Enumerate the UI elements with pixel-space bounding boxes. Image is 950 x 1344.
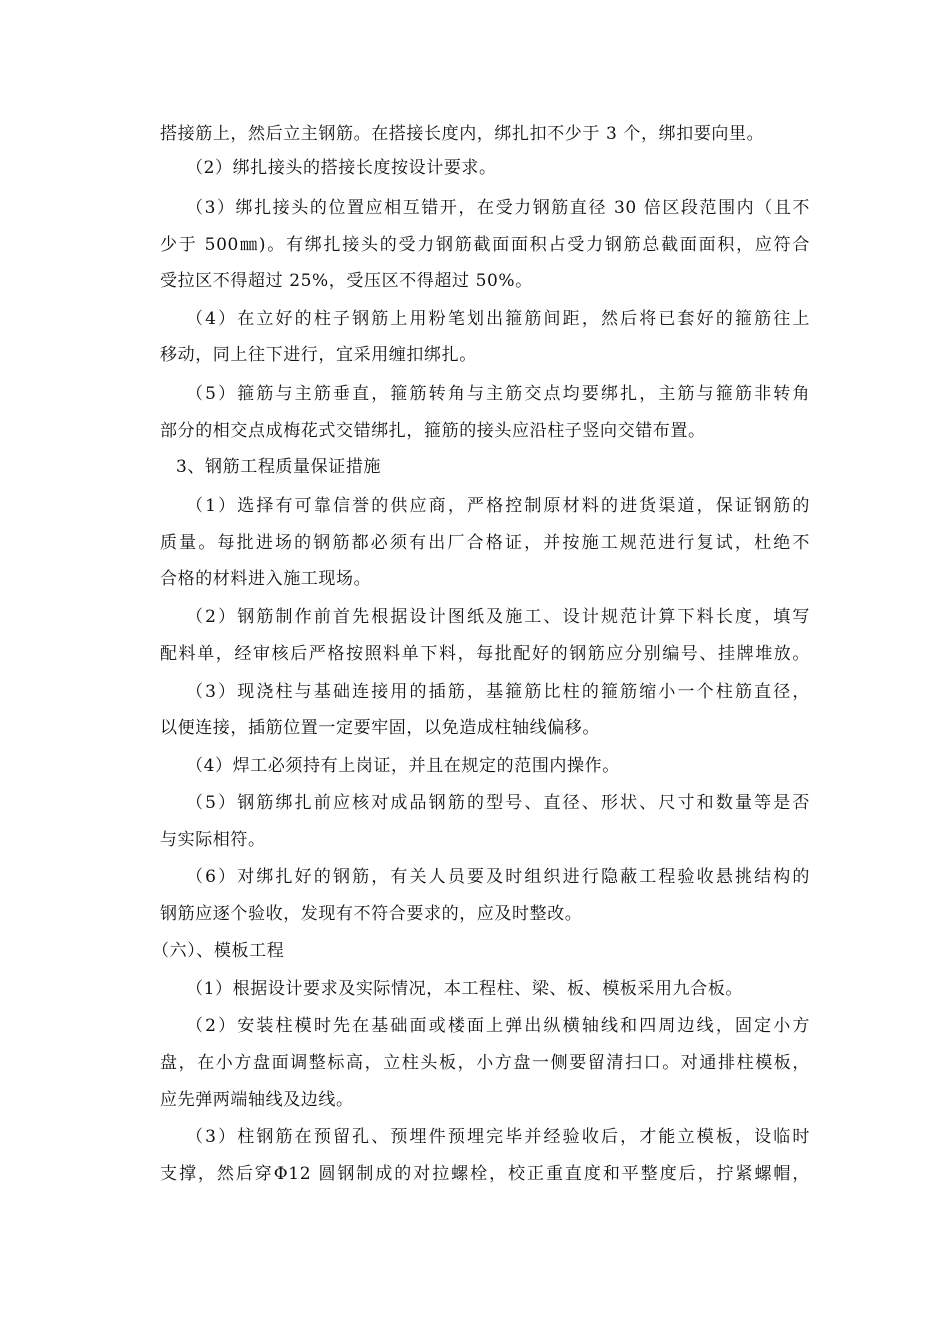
text-line: （2）绑扎接头的搭接长度按设计要求。 bbox=[186, 158, 497, 178]
text-line: 钢筋应逐个验收，发现有不符合要求的，应及时整改。 bbox=[160, 904, 583, 924]
text-line: 配料单，经审核后严格按照料单下料，每批配好的钢筋应分别编号、挂牌堆放。 bbox=[160, 644, 810, 664]
text-line: （4）焊工必须持有上岗证，并且在规定的范围内操作。 bbox=[186, 756, 620, 776]
text-line: （4）在立好的柱子钢筋上用粉笔划出箍筋间距，然后将已套好的箍筋往上 bbox=[186, 309, 810, 329]
text-line: 应先弹两端轴线及边线。 bbox=[160, 1090, 354, 1110]
text-line: 受拉区不得超过 25%，受压区不得超过 50%。 bbox=[160, 271, 533, 291]
text-line: 移动，同上往下进行，宜采用缠扣绑扎。 bbox=[160, 345, 477, 365]
text-line: 盘，在小方盘面调整标高，立柱头板，小方盘一侧要留清扫口。对通排柱模板， bbox=[160, 1053, 810, 1073]
text-line: （5）钢筋绑扎前应核对成品钢筋的型号、直径、形状、尺寸和数量等是否 bbox=[186, 793, 810, 813]
text-line: 支撑，然后穿Φ12 圆钢制成的对拉螺栓，校正重直度和平整度后，拧紧螺帽， bbox=[160, 1164, 810, 1184]
section-heading: （六）、模板工程 bbox=[152, 941, 285, 961]
text-line: 与实际相符。 bbox=[160, 830, 266, 850]
text-line: 合格的材料进入施工现场。 bbox=[160, 569, 372, 589]
text-line: 部分的相交点成梅花式交错绑扎，箍筋的接头应沿柱子竖向交错布置。 bbox=[160, 421, 706, 441]
text-line: （1）选择有可靠信誉的供应商，严格控制原材料的进货渠道，保证钢筋的 bbox=[186, 496, 810, 516]
section-heading: 3、钢筋工程质量保证措施 bbox=[176, 457, 382, 477]
text-line: （5）箍筋与主筋垂直，箍筋转角与主筋交点均要绑扎，主筋与箍筋非转角 bbox=[186, 384, 810, 404]
text-line: （3）绑扎接头的位置应相互错开，在受力钢筋直径 30 倍区段范围内（且不 bbox=[186, 198, 810, 218]
text-line: （6）对绑扎好的钢筋，有关人员要及时组织进行隐蔽工程验收悬挑结构的 bbox=[186, 867, 810, 887]
text-line: 质量。每批进场的钢筋都必须有出厂合格证，并按施工规范进行复试，杜绝不 bbox=[160, 533, 810, 553]
text-line: （1）根据设计要求及实际情况，本工程柱、梁、板、模板采用九合板。 bbox=[186, 979, 744, 999]
text-line: （3）柱钢筋在预留孔、预埋件预埋完毕并经验收后，才能立模板，设临时 bbox=[186, 1127, 810, 1147]
text-line: （2）钢筋制作前首先根据设计图纸及施工、设计规范计算下料长度，填写 bbox=[186, 607, 810, 627]
text-line: 搭接筋上，然后立主钢筋。在搭接长度内，绑扎扣不少于 3 个，绑扣要向里。 bbox=[160, 124, 765, 144]
text-line: 以便连接，插筋位置一定要牢固，以免造成柱轴线偏移。 bbox=[160, 718, 600, 738]
text-line: （3）现浇柱与基础连接用的插筋，基箍筋比柱的箍筋缩小一个柱筋直径， bbox=[186, 682, 810, 702]
text-line: （2）安装柱模时先在基础面或楼面上弹出纵横轴线和四周边线，固定小方 bbox=[186, 1016, 810, 1036]
text-line: 少于 500㎜)。有绑扎接头的受力钢筋截面面积占受力钢筋总截面面积，应符合 bbox=[160, 235, 810, 255]
